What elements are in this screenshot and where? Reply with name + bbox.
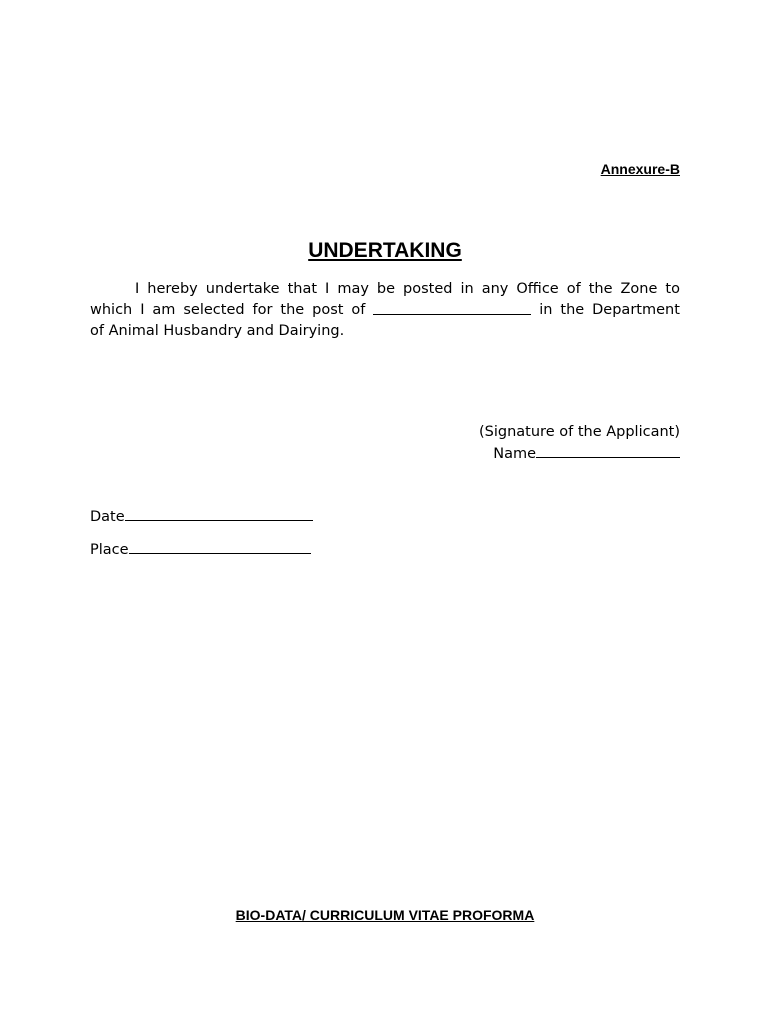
- paragraph-line-1: [90, 279, 680, 300]
- word: in: [539, 302, 553, 318]
- word: of: [566, 281, 581, 297]
- word: of: [351, 302, 366, 318]
- name-label: Name: [493, 446, 536, 462]
- date-label: Date: [90, 509, 125, 525]
- biodata-heading: BIO-DATA/ CURRICULUM VITAE PROFORMA: [235, 907, 535, 923]
- word: the: [280, 302, 305, 318]
- word: for: [252, 302, 273, 318]
- word: posted: [403, 281, 453, 297]
- word: I: [325, 281, 330, 297]
- word: in: [460, 281, 474, 297]
- word: I: [135, 281, 140, 297]
- word: to: [665, 281, 680, 297]
- page-title: UNDERTAKING: [308, 239, 462, 262]
- word: Office: [516, 281, 559, 297]
- place-blank-line[interactable]: [129, 539, 311, 554]
- date-row: [90, 506, 313, 528]
- word: am: [152, 302, 176, 318]
- word: that: [287, 281, 318, 297]
- word: the: [588, 281, 613, 297]
- word: may: [337, 281, 369, 297]
- date-blank-line[interactable]: [125, 506, 313, 521]
- word: any: [481, 281, 509, 297]
- signature-label: (Signature of the Applicant): [479, 424, 680, 440]
- place-label: Place: [90, 542, 129, 558]
- name-row: [90, 443, 680, 465]
- annexure-label: Annexure-B: [600, 161, 680, 177]
- undertaking-paragraph: [90, 279, 680, 342]
- word: post: [312, 302, 344, 318]
- post-blank-line[interactable]: [373, 300, 531, 315]
- word: the: [560, 302, 585, 318]
- name-blank-line[interactable]: [536, 443, 680, 458]
- word: Zone: [620, 281, 658, 297]
- word: selected: [183, 302, 245, 318]
- word: Department: [592, 302, 680, 318]
- paragraph-line-2: [90, 300, 680, 321]
- word: be: [376, 281, 396, 297]
- paragraph-line-3: of Animal Husbandry and Dairying.: [90, 323, 345, 339]
- signature-block: [90, 422, 680, 465]
- word: which: [90, 302, 133, 318]
- word: undertake: [205, 281, 280, 297]
- word: hereby: [147, 281, 198, 297]
- word: I: [140, 302, 145, 318]
- place-row: [90, 539, 311, 561]
